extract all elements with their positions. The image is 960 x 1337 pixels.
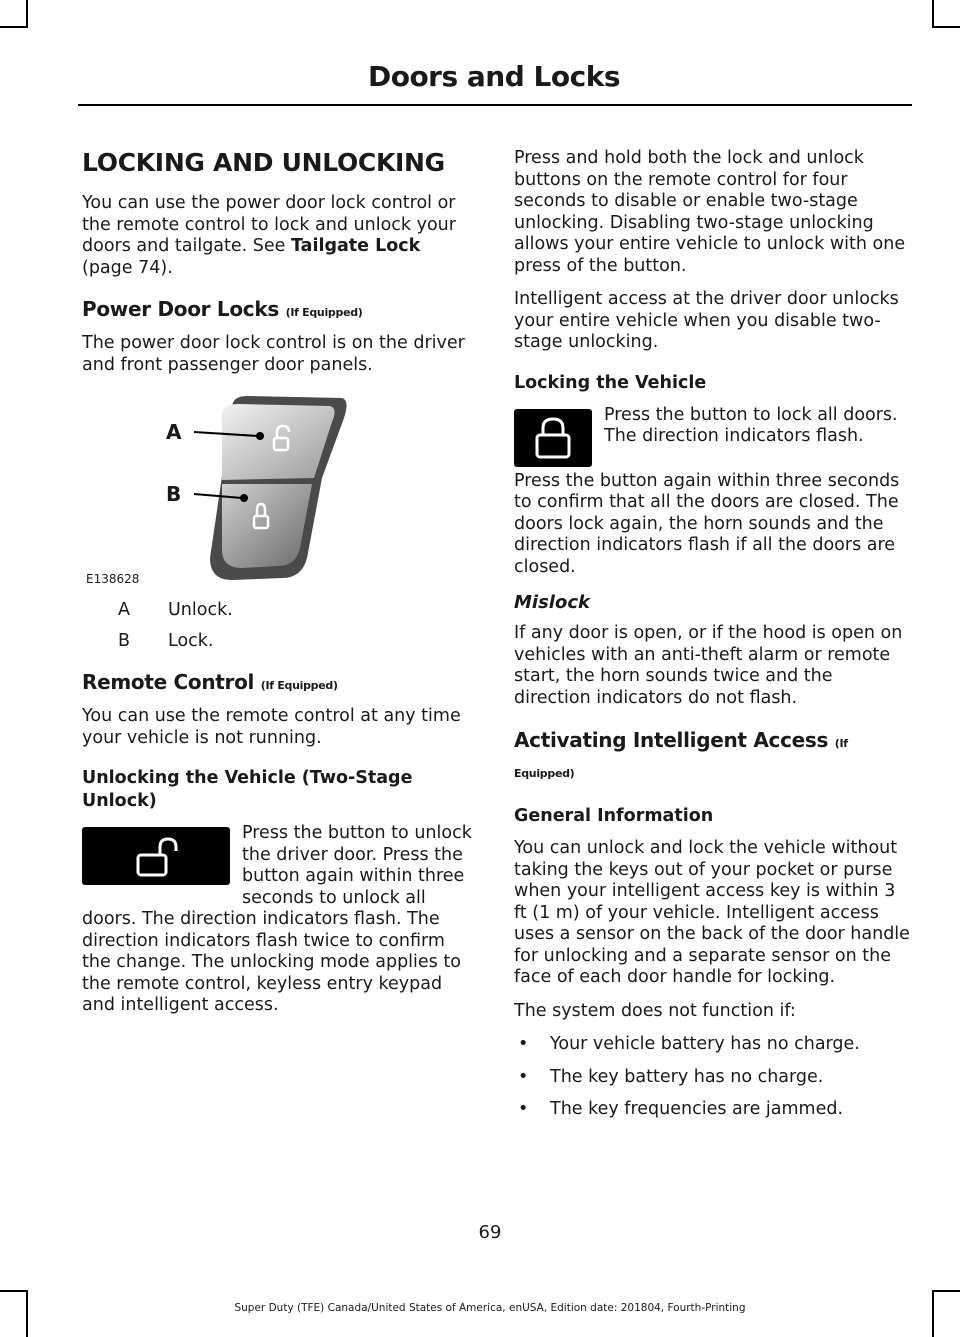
remote-control-heading (82, 670, 474, 694)
intelligent-access-paragraph: Intelligent access at the driver door unlocks your entire vehicle when you disable two-stage unlocking. (514, 289, 899, 352)
legend-row (82, 631, 474, 653)
intro-page-ref: (page 74). (82, 257, 173, 278)
legend-value: Unlock. (168, 600, 233, 620)
callout-dot-b (240, 494, 248, 502)
door-lock-switch-figure (82, 388, 474, 586)
edition-footer: Super Duty (TFE) Canada/United States of America, enUSA, Edition date: 201804, Fourth-Printing (234, 1302, 746, 1314)
crop-mark (26, 0, 28, 28)
legend-key: B (118, 630, 131, 651)
unlocking-vehicle-heading: Unlocking the Vehicle (Two-Stage Unlock) (82, 768, 413, 811)
activating-heading (514, 727, 910, 787)
page-header-title: Doors and Locks (367, 60, 620, 93)
list-item: • Your vehicle battery has no charge. (514, 1034, 910, 1056)
activating-equipped-1: (If (834, 737, 848, 750)
legend-row (82, 600, 474, 622)
intro-text: You can use the power door lock control or the remote control to lock and unlock your doors and tailgate. See (82, 193, 456, 256)
crop-mark (932, 0, 934, 28)
legend-key: A (118, 600, 130, 620)
section-title: LOCKING AND UNLOCKING (82, 148, 445, 177)
conditions-list (514, 1034, 910, 1121)
activating-title: Activating Intelligent Access (514, 728, 829, 752)
door-lock-switch-illustration (82, 388, 474, 586)
figure-legend (82, 600, 474, 652)
legend-value: Lock. (168, 630, 214, 651)
header-divider (78, 104, 912, 106)
unlocking-text: Press the button to unlock the driver door. Press the button again within three seconds to unlock all doors. The direction indicators flash. The direction indicators flash twice to confirm the change. The unlocking mode applies to the remote control, keyless entry keypad and intelligent access. (82, 823, 472, 1015)
crop-mark (0, 1290, 26, 1292)
power-locks-equipped: (If Equipped) (285, 306, 363, 319)
lock-icon (528, 415, 578, 461)
two-stage-paragraph: Press and hold both the lock and unlock buttons on the remote control for four seconds to disable or enable two-stage unlocking. Disabling two-stage unlocking allows your entire vehicle to unlock with one press of the button. (514, 148, 906, 276)
system-function-text: The system does not function if: (514, 1000, 796, 1021)
callout-label-b: B (166, 482, 182, 506)
list-item: • The key frequencies are jammed. (514, 1099, 910, 1121)
callout-label-a: A (166, 420, 182, 444)
unlock-icon (126, 833, 186, 879)
crop-mark (934, 26, 960, 28)
left-column (82, 148, 474, 1029)
callout-dot-a (256, 432, 264, 440)
power-locks-title: Power Door Locks (82, 297, 279, 321)
confirm-lock-paragraph: Press the button again within three seconds to confirm that all the doors are closed. The doors lock again, the horn sounds and the direction indicators flash if all the doors are closed. (514, 470, 900, 577)
lock-icon-box (514, 409, 592, 467)
activating-equipped-2: Equipped) (514, 767, 575, 780)
power-locks-heading (82, 297, 474, 321)
crop-mark (0, 26, 26, 28)
general-information-text: You can unlock and lock the vehicle without taking the keys out of your pocket or purse when your intelligent access key is within 3 ft (1 m) of your vehicle. Intelligent access uses a sensor on the back of the door handle for unlocking and a separate sensor on the face of each door handle for locking. (514, 838, 910, 987)
locking-text: Press the button to lock all doors. The direction indicators flash. (604, 404, 898, 446)
remote-control-title: Remote Control (82, 670, 255, 694)
figure-code: E138628 (86, 572, 140, 586)
mislock-text: If any door is open, or if the hood is open on vehicles with an anti-theft alarm or remote start, the horn sounds twice and the direction indicators do not flash. (514, 623, 903, 708)
locking-vehicle-heading: Locking the Vehicle (514, 372, 707, 393)
crop-mark (934, 1290, 960, 1292)
right-column (514, 148, 910, 1132)
remote-control-text: You can use the remote control at any time your vehicle is not running. (82, 706, 461, 748)
power-locks-text: The power door lock control is on the driver and front passenger door panels. (82, 333, 465, 375)
mislock-heading: Mislock (514, 592, 590, 613)
unlock-icon-box (82, 827, 230, 885)
list-item: • The key battery has no charge. (514, 1067, 910, 1089)
page-number: 69 (478, 1222, 502, 1243)
remote-control-equipped: (If Equipped) (260, 679, 338, 692)
tailgate-lock-link[interactable]: Tailgate Lock (290, 236, 421, 256)
intro-paragraph (82, 193, 474, 279)
general-information-heading: General Information (514, 806, 714, 826)
